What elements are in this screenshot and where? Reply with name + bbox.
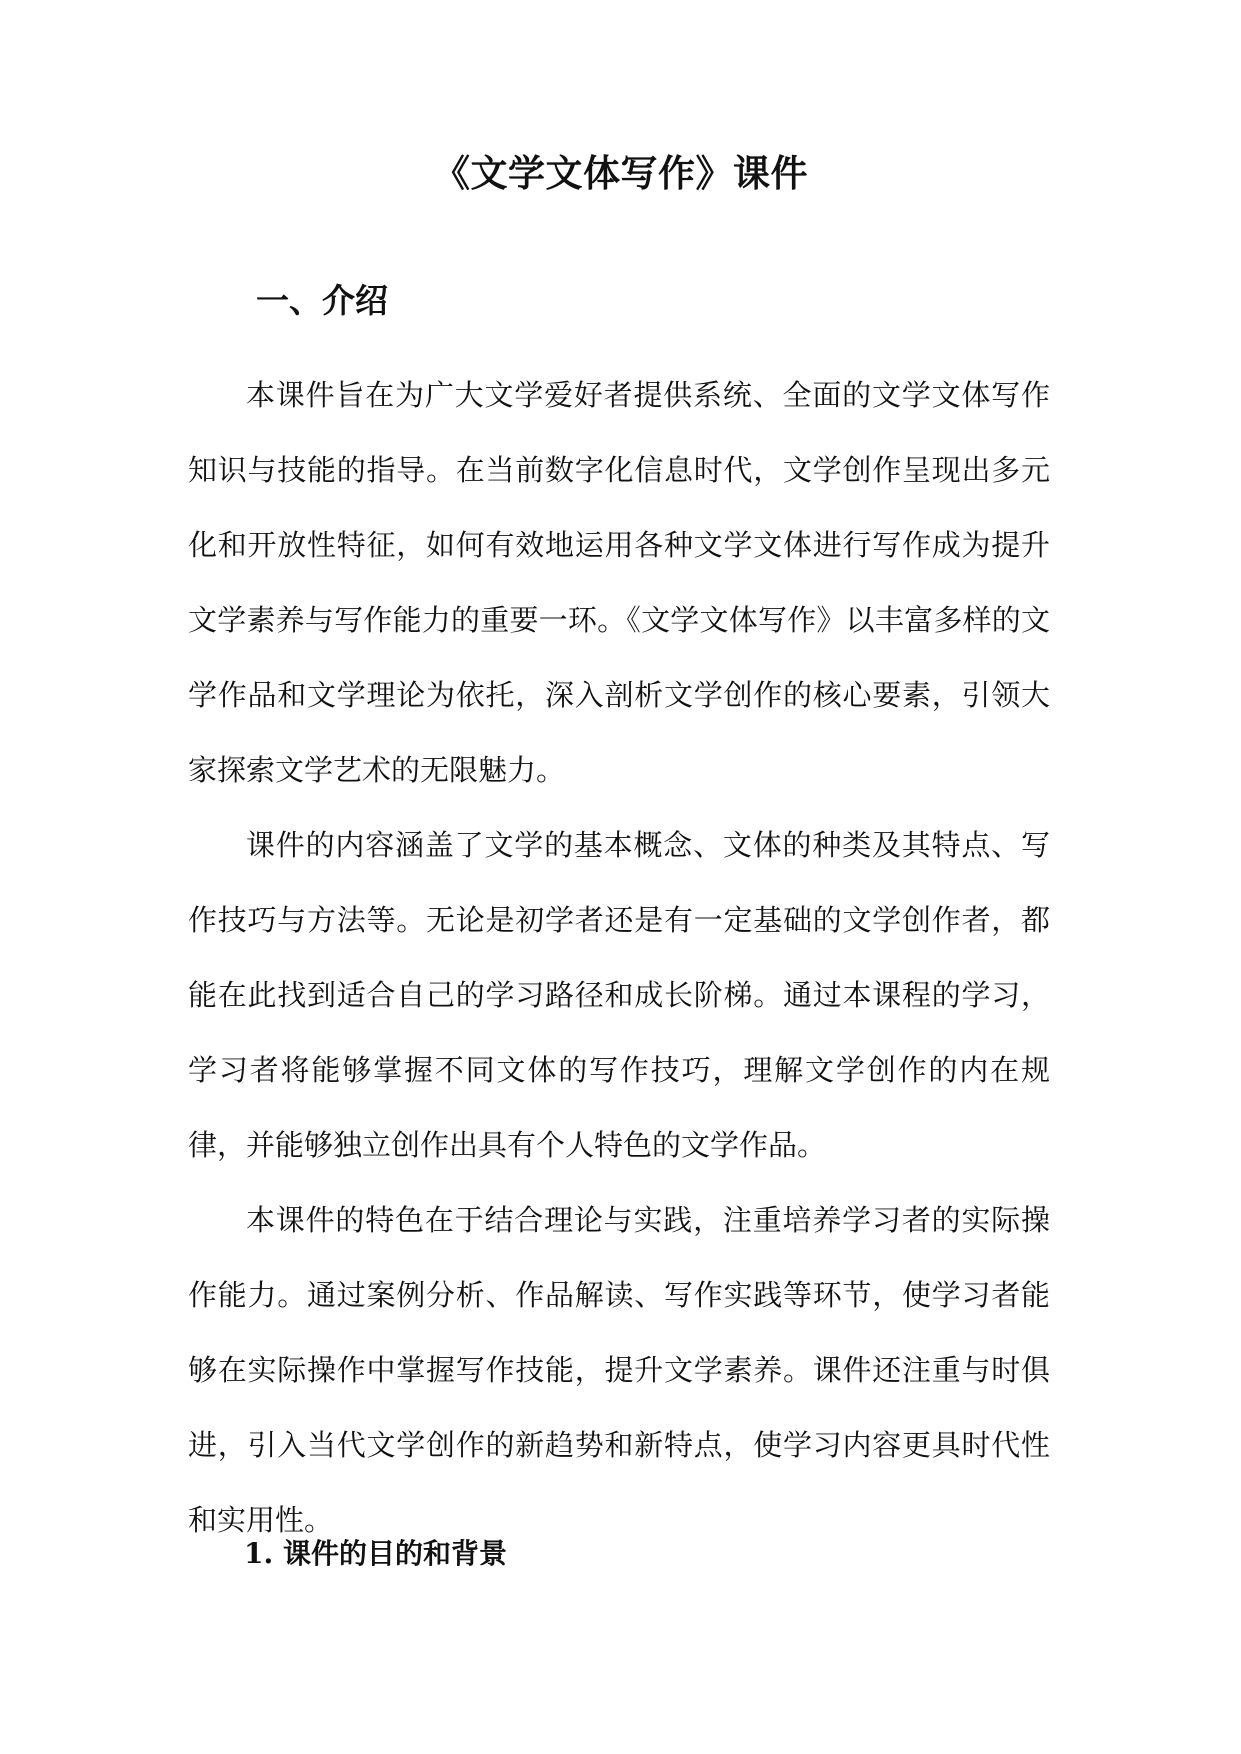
paragraph-purpose: 本课件旨在为广大文学爱好者提供系统、全面的文学文体写作知识与技能的指导。在当前数字化信息时代，文学创作呈现出多元化和开放性特征，如何有效地运用各种文学文体进行写作成为提升文学素养与写作能力的重要一环。《文学文体写作》以丰富多样的文学作品和文学理论为依托，深入剖析文学创作的核心要素，引领大家探索文学艺术的无限魅力。 <box>188 378 1050 787</box>
paragraph-features: 本课件的特色在于结合理论与实践，注重培养学习者的实际操作能力。通过案例分析、作品解读、写作实践等环节，使学习者能够在实际操作中掌握写作技能，提升文学素养。课件还注重与时俱进，引入当代文学创作的新趋势和新特点，使学习内容更具时代性和实用性。 <box>188 1203 1050 1537</box>
document-title: 《文学文体写作》课件 <box>433 151 808 195</box>
section-heading-introduction: 一、介绍 <box>256 281 388 320</box>
subsection-heading-purpose-background: 1. 课件的目的和背景 <box>244 1537 507 1570</box>
paragraph-content-scope: 课件的内容涵盖了文学的基本概念、文体的种类及其特点、写作技巧与方法等。无论是初学者还是有一定基础的文学创作者，都能在此找到适合自己的学习路径和成长阶梯。通过本课程的学习，学习者将能够掌握不同文体的写作技巧，理解文学创作的内在规律，并能够独立创作出具有个人特色的文学作品。 <box>188 828 1050 1162</box>
